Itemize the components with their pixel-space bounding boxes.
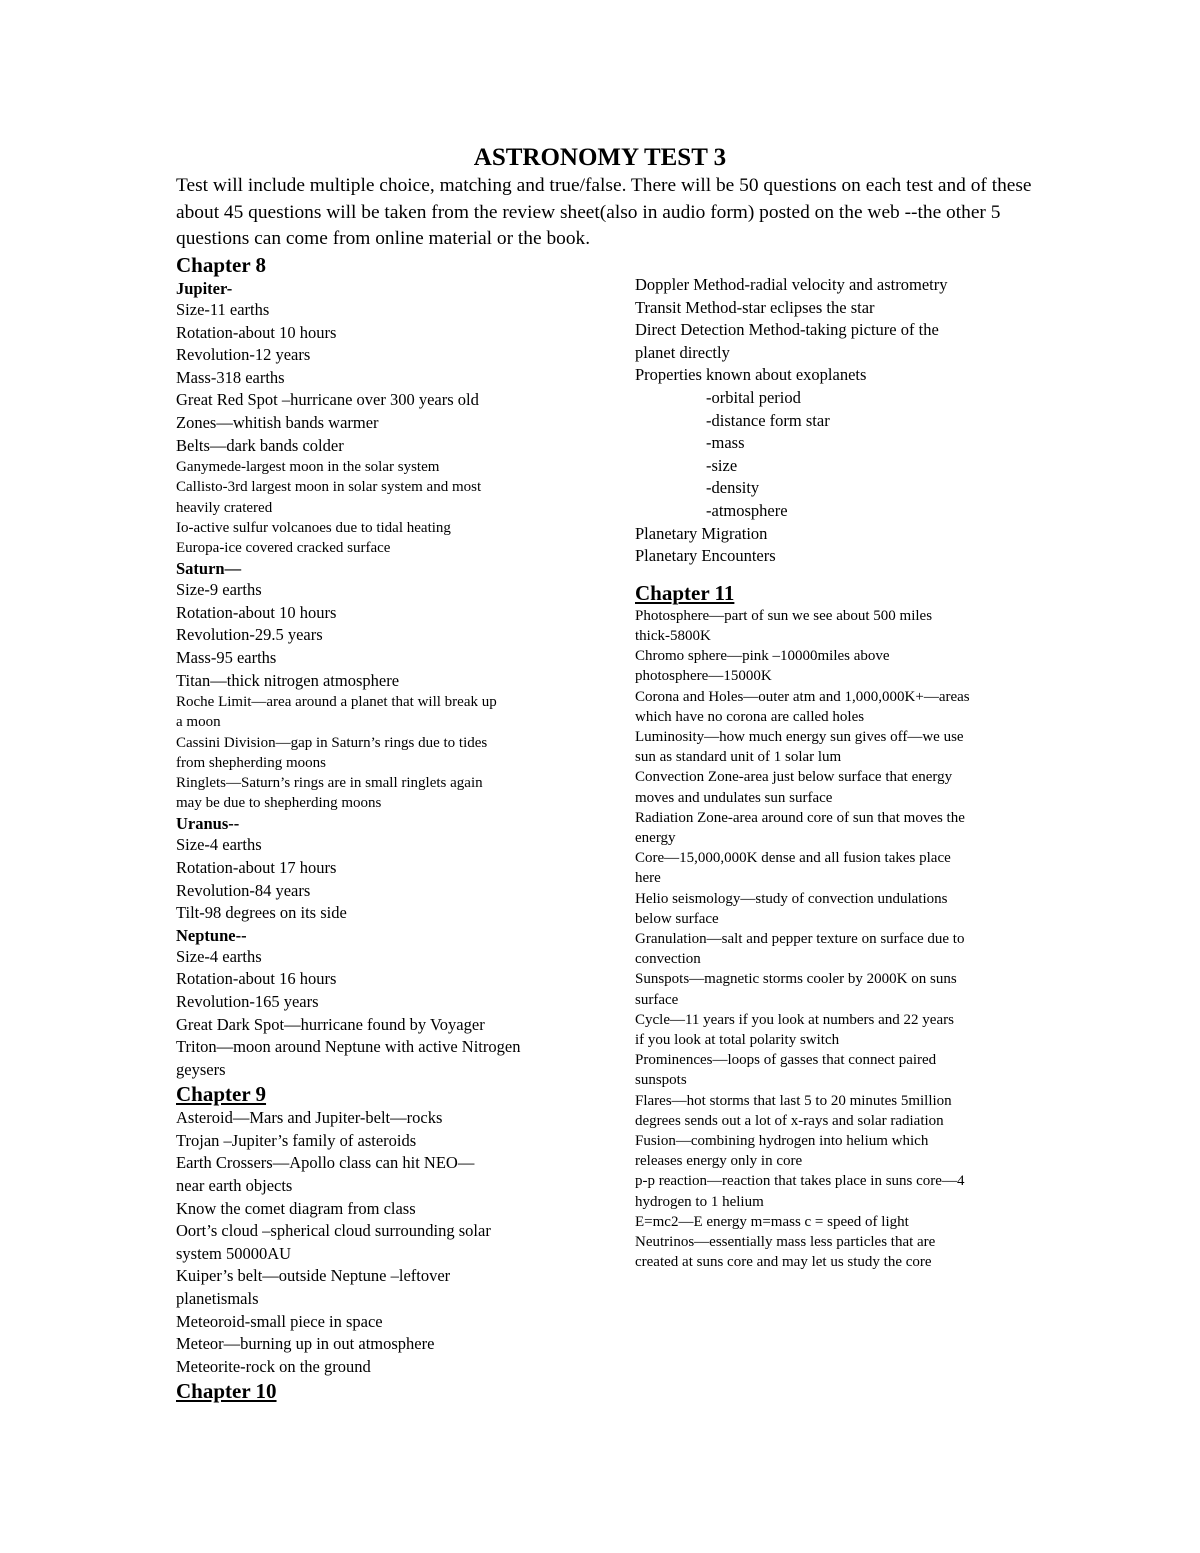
intro-paragraph: Test will include multiple choice, matching and true/false. There will be 50 questions on each test and of these about 45 questions will be taken from the review sheet(also in audio form) posted on the web --the other 5 questions can come from online material or the book. <box>176 175 1032 249</box>
list-item: Size-11 earths <box>176 300 270 319</box>
list-item: Radiation Zone-area around core of sun that moves the <box>635 809 965 826</box>
list-item: Callisto-3rd largest moon in solar system and most <box>176 479 482 496</box>
list-item: -density <box>706 478 760 498</box>
list-item: planet directly <box>635 342 730 362</box>
list-item: planetismals <box>176 1289 259 1309</box>
page-title: ASTRONOMY TEST 3 <box>473 144 727 171</box>
list-item: -size <box>706 455 738 475</box>
list-item: Earth Crossers—Apollo class can hit NEO— <box>176 1153 475 1173</box>
list-item: -mass <box>706 433 745 453</box>
list-item: Meteoroid-small piece in space <box>176 1311 383 1331</box>
chapter-8-heading: Chapter 8 <box>176 253 267 277</box>
list-item: from shepherding moons <box>176 754 326 771</box>
list-item: Belts—dark bands colder <box>176 435 344 455</box>
list-item: Meteor—burning up in out atmosphere <box>176 1334 435 1354</box>
list-item: p-p reaction—reaction that takes place in suns core—4 <box>635 1173 965 1190</box>
list-item: created at suns core and may let us study the core <box>635 1254 932 1271</box>
list-item: here <box>635 870 661 887</box>
list-item: Flares—hot storms that last 5 to 20 minutes 5million <box>635 1092 952 1109</box>
list-item: energy <box>635 829 676 846</box>
list-item: a moon <box>176 714 221 731</box>
list-item: Roche Limit—area around a planet that will break up <box>176 694 497 711</box>
list-item: convection <box>635 951 701 968</box>
list-item: Revolution-29.5 years <box>176 625 323 645</box>
list-item: hydrogen to 1 helium <box>635 1193 764 1210</box>
list-item: Rotation-about 17 hours <box>176 857 337 877</box>
list-item: Revolution-165 years <box>176 991 319 1011</box>
section-spacer <box>635 568 1045 580</box>
list-item: Triton—moon around Neptune with active Nitrogen <box>176 1037 521 1057</box>
list-item: moves and undulates sun surface <box>635 789 833 806</box>
list-item: Size-9 earths <box>176 580 262 600</box>
list-item: Trojan –Jupiter’s family of asteroids <box>176 1130 417 1150</box>
neptune-heading: Neptune-- <box>176 925 247 945</box>
list-item: thick-5800K <box>635 627 711 644</box>
list-item: Planetary Migration <box>635 523 768 543</box>
list-item: Cycle—11 years if you look at numbers and 22 years <box>635 1011 954 1028</box>
list-item: Asteroid—Mars and Jupiter-belt—rocks <box>176 1108 443 1128</box>
list-item: Meteorite-rock on the ground <box>176 1356 371 1376</box>
list-item: Direct Detection Method-taking picture of the <box>635 320 939 340</box>
list-item: Revolution-84 years <box>176 880 311 900</box>
list-item: -atmosphere <box>706 500 788 520</box>
list-item: Rotation-about 10 hours <box>176 322 337 342</box>
list-item: geysers <box>176 1059 226 1079</box>
list-item: Tilt-98 degrees on its side <box>176 903 347 923</box>
list-item: near earth objects <box>176 1176 293 1196</box>
list-item: Great Red Spot –hurricane over 300 years old <box>176 390 479 410</box>
list-item: degrees sends out a lot of x-rays and solar radiation <box>635 1112 944 1129</box>
list-item: Io-active sulfur volcanoes due to tidal heating <box>176 519 451 536</box>
list-item: Rotation-about 10 hours <box>176 602 337 622</box>
list-item: surface <box>635 991 679 1008</box>
list-item: Great Dark Spot—hurricane found by Voyager <box>176 1014 485 1034</box>
list-item: Mass-318 earths <box>176 367 285 387</box>
list-item: may be due to shepherding moons <box>176 795 382 812</box>
list-item: Convection Zone-area just below surface that energy <box>635 769 953 786</box>
list-item: Planetary Encounters <box>635 546 776 566</box>
left-column <box>176 252 576 1404</box>
list-item: system 50000AU <box>176 1243 292 1263</box>
right-column <box>635 274 1045 1272</box>
chapter-10-heading: Chapter 10 <box>176 1379 277 1404</box>
list-item: Luminosity—how much energy sun gives off—we use <box>635 728 964 745</box>
list-item: sunspots <box>635 1072 687 1089</box>
list-item: Neutrinos—essentially mass less particles that are <box>635 1234 936 1251</box>
list-item: sun as standard unit of 1 solar lum <box>635 749 842 766</box>
list-item: photosphere—15000K <box>635 668 772 685</box>
saturn-heading: Saturn— <box>176 559 242 579</box>
list-item: Revolution-12 years <box>176 345 311 365</box>
list-item: -distance form star <box>706 410 830 430</box>
list-item: Kuiper’s belt—outside Neptune –leftover <box>176 1266 451 1286</box>
list-item: Cassini Division—gap in Saturn’s rings due to tides <box>176 734 488 751</box>
list-item: Size-4 earths <box>176 835 262 855</box>
list-item: Chromo sphere—pink –10000miles above <box>635 648 890 665</box>
chapter-11-heading: Chapter 11 <box>635 580 735 605</box>
list-item: Granulation—salt and pepper texture on surface due to <box>635 930 965 947</box>
list-item: Titan—thick nitrogen atmosphere <box>176 670 400 690</box>
list-item: which have no corona are called holes <box>635 708 865 725</box>
list-item: Helio seismology—study of convection undulations <box>635 890 948 907</box>
list-item: Know the comet diagram from class <box>176 1198 416 1218</box>
list-item: releases energy only in core <box>635 1153 803 1170</box>
chapter-9-heading: Chapter 9 <box>176 1082 267 1107</box>
uranus-heading: Uranus-- <box>176 814 240 834</box>
list-item: Doppler Method-radial velocity and astrometry <box>635 275 948 294</box>
list-item: Mass-95 earths <box>176 647 277 667</box>
list-item: Zones—whitish bands warmer <box>176 412 379 432</box>
list-item: Ringlets—Saturn’s rings are in small ringlets again <box>176 774 483 791</box>
list-item: Fusion—combining hydrogen into helium which <box>635 1133 929 1149</box>
list-item: Properties known about exoplanets <box>635 365 867 385</box>
list-item: below surface <box>635 910 719 927</box>
list-item: Prominences—loops of gasses that connect paired <box>635 1052 937 1069</box>
list-item: Rotation-about 16 hours <box>176 969 337 989</box>
list-item: Europa-ice covered cracked surface <box>176 539 391 556</box>
jupiter-heading: Jupiter- <box>176 279 233 298</box>
list-item: heavily cratered <box>176 499 273 516</box>
list-item: Ganymede-largest moon in the solar system <box>176 459 440 476</box>
list-item: Size-4 earths <box>176 946 262 966</box>
list-item: Transit Method-star eclipses the star <box>635 297 875 317</box>
list-item: Sunspots—magnetic storms cooler by 2000K on suns <box>635 971 957 988</box>
list-item: Core—15,000,000K dense and all fusion takes place <box>635 850 951 867</box>
list-item: Photosphere—part of sun we see about 500 miles <box>635 607 933 624</box>
list-item: E=mc2—E energy m=mass c = speed of light <box>635 1213 909 1230</box>
list-item: Corona and Holes—outer atm and 1,000,000K+—areas <box>635 688 970 705</box>
list-item: if you look at total polarity switch <box>635 1031 840 1048</box>
list-item: -orbital period <box>706 387 801 407</box>
list-item: Oort’s cloud –spherical cloud surrounding solar <box>176 1221 491 1241</box>
